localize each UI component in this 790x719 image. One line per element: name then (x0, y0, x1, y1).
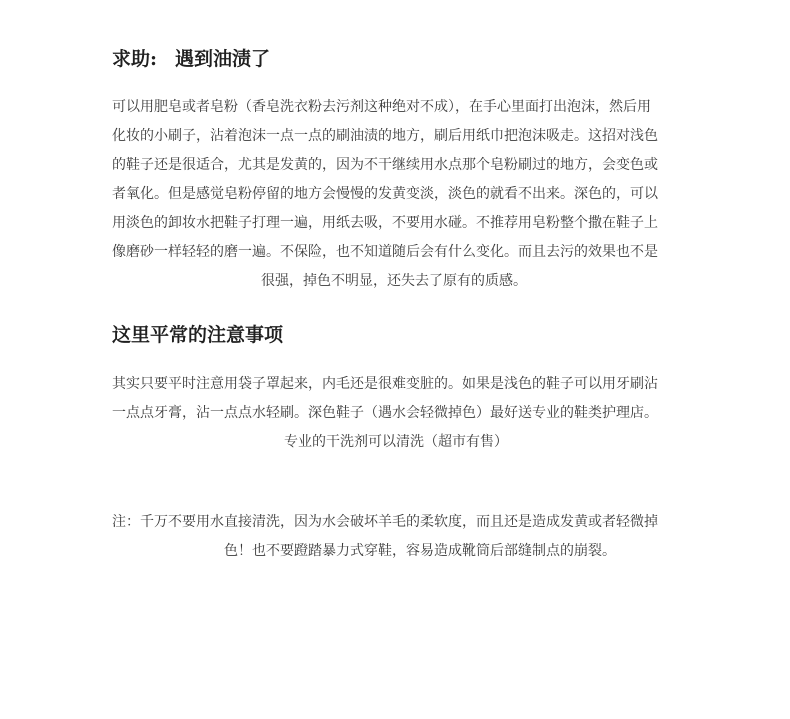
note-line: 注：千万不要用水直接清洗，因为水会破坏羊毛的柔软度，而且还是造成发黄或者轻微掉 (112, 514, 658, 530)
paragraph-line: 专业的干洗剂可以清洗（超市有售） (284, 434, 508, 450)
paragraph-line: 用淡色的卸妆水把鞋子打理一遍，用纸去吸，不要用水碰。不推荐用皂粉整个撒在鞋子上 (112, 215, 658, 231)
title-main: 遇到油渍了 (175, 48, 271, 70)
oil-stain-paragraph (112, 97, 692, 300)
paragraph-line: 化妆的小刷子，沾着泡沫一点一点的刷油渍的地方，刷后用纸巾把泡沫吸走。这招对浅色 (112, 128, 658, 144)
daily-care-paragraph (112, 374, 692, 461)
paragraph-line: 可以用肥皂或者皂粉（香皂洗衣粉去污剂这种绝对不成），在手心里面打出泡沫，然后用 (112, 99, 651, 115)
title-prefix: 求助: (112, 48, 158, 70)
paragraph-line: 者氧化。但是感觉皂粉停留的地方会慢慢的发黄变淡，淡色的就看不出来。深色的，可以 (112, 186, 658, 202)
paragraph-line: 很强，掉色不明显，还失去了原有的质感。 (261, 273, 527, 289)
paragraph-line: 的鞋子还是很适合，尤其是发黄的，因为不干继续用水点那个皂粉刷过的地方，会变色或 (112, 157, 658, 173)
paragraph-line: 其实只要平时注意用袋子罩起来，内毛还是很难变脏的。如果是浅色的鞋子可以用牙刷沾 (112, 376, 658, 392)
section-title-daily-care: 这里平常的注意事项 (112, 324, 284, 346)
paragraph-line: 像磨砂一样轻轻的磨一遍。不保险，也不知道随后会有什么变化。而且去污的效果也不是 (112, 244, 658, 260)
section-title-oil-stain (112, 47, 270, 71)
care-note (112, 512, 712, 570)
note-line: 色！也不要蹬踏暴力式穿鞋，容易造成靴筒后部缝制点的崩裂。 (224, 543, 616, 559)
paragraph-line: 一点点牙膏，沾一点点水轻刷。深色鞋子（遇水会轻微掉色）最好送专业的鞋类护理店。 (112, 405, 658, 421)
